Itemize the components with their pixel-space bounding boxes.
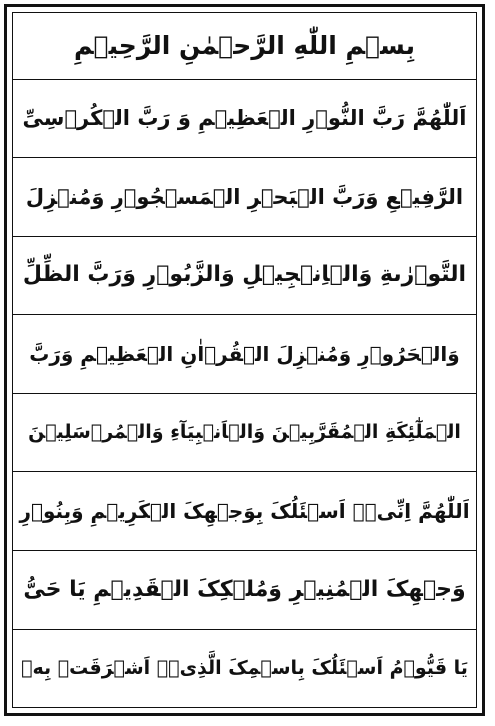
text-line: وَجۡھِکَ الۡمُنِیۡرِ وَمُلۡکِکَ الۡقَدِیۡمِ یَا حَیُّ [23, 576, 466, 602]
text-line: یَا قَیُّوۡمُ اَسۡئَلُکَ بِاسۡمِکَ الَّذِیۡۤ اَشۡرَقَتۡ بِهٖ [21, 656, 468, 679]
text-line: اَللّٰھُمَّ رَبَّ النُّوۡرِ الۡعَظِیۡمِ وَ رَبَّ الۡکُرۡسِیِّ [22, 106, 467, 131]
text-line: التَّوۡرٰىةِ وَالۡاِنۡجِیۡلِ وَالزَّبُوۡرِ وَرَبَّ الظِّلِّ [22, 262, 467, 288]
text-row [13, 629, 476, 708]
text-row [13, 550, 476, 629]
text-line: الرَّفِیۡعِ وَرَبَّ الۡبَحۡرِ الۡمَسۡجُوۡرِ وَمُنۡزِلَ [25, 184, 464, 209]
text-row [13, 236, 476, 315]
text-line: الۡمَلٰٓئِکَةِ الۡمُقَرَّبِیۡنَ وَالۡاَنۡبِیَآءِ وَالۡمُرۡسَلِیۡنَ [28, 421, 461, 444]
bismillah-row [13, 13, 476, 79]
text-line: اَللّٰھُمَّ اِنِّیۡۤ اَسۡئَلُکَ بِوَجۡھِکَ الۡکَرِیۡمِ وَبِنُوۡرِ [19, 499, 470, 524]
text-row [13, 157, 476, 236]
text-line: وَالۡحَرُوۡرِ وَمُنۡزِلَ الۡقُرۡاٰنِ الۡعَظِیۡمِ وَرَبَّ [29, 342, 460, 367]
text-panel [12, 12, 477, 708]
text-row [13, 471, 476, 550]
text-row [13, 79, 476, 158]
bismillah-heading: بِسۡمِ اللّٰهِ الرَّحۡمٰنِ الرَّحِیۡمِ [74, 30, 415, 60]
text-row [13, 314, 476, 393]
text-row [13, 393, 476, 472]
